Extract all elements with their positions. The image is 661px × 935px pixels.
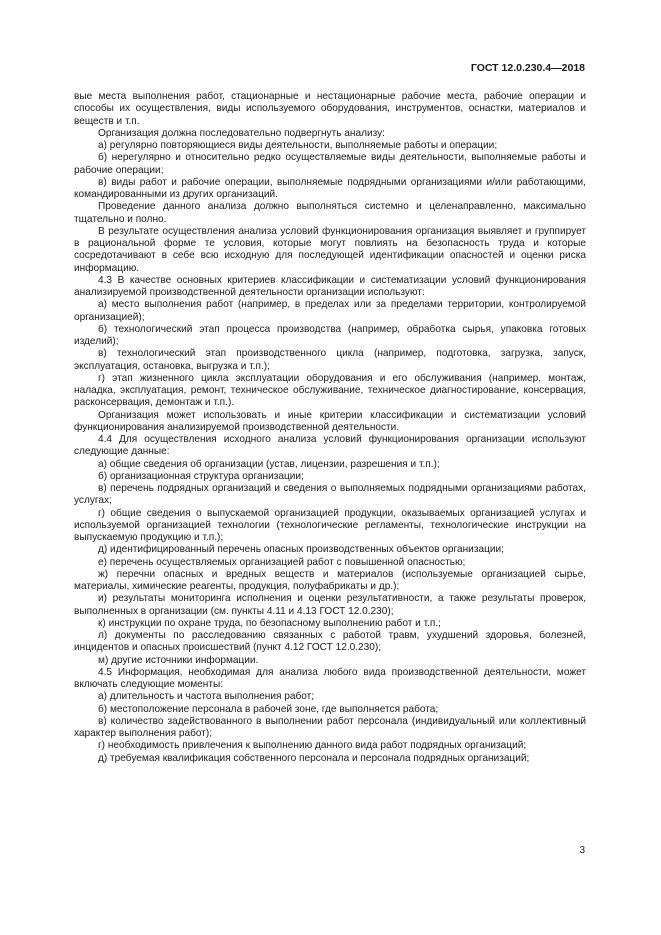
document-code-header: ГОСТ 12.0.230.4—2018: [470, 62, 585, 74]
paragraph: б) организационная структура организации;: [98, 470, 304, 482]
paragraph: б) технологический этап процесса производства (например, обработка сырья, упаковка готовых изделий);: [74, 323, 586, 347]
paragraph: 4.4 Для осуществления исходного анализа условий функционирования организации используют следующие данные:: [74, 434, 586, 458]
paragraph: и) результаты мониторинга исполнения и оценки результативности, а также результаты проверок, выполненных в организации (см. пункты 4.11 и 4.13 ГОСТ 12.0.230);: [74, 593, 586, 617]
paragraph: м) другие источники информации.: [98, 654, 259, 666]
paragraph: г) общие сведения о выпускаемой организацией продукции, оказываемых организацией услугах и используемой организацией технологии (технологические регламенты, технологические инструкции на выпускаемую продукцию и т.п.);: [74, 507, 586, 543]
paragraph: в) перечень подрядных организаций и сведения о выполняемых подрядными организациями работах, услугах;: [74, 483, 586, 507]
paragraph: г) необходимость привлечения к выполнению данного вида работ подрядных организаций;: [98, 740, 527, 752]
paragraph: В результате осуществления анализа условий функционирования организация выявляет и группирует в рациональной форме те условия, которые могут повлиять на безопасность труда и которые сосредотачивают в себе всю исходную для последующей идентификации опасностей и оценки риска информацию.: [74, 225, 586, 274]
paragraph: 4.5 Информация, необходимая для анализа любого вида производственной деятельности, может включать следующие моменты:: [74, 666, 586, 690]
paragraph: Организация должна последовательно подвергнуть анализу:: [98, 127, 385, 139]
paragraph: к) инструкции по охране труда, по безопасному выполнению работ и т.п.;: [98, 617, 441, 629]
paragraph: в) количество задействованного в выполнении работ персонала (индивидуальный или коллективный характер выполнения работ);: [74, 715, 586, 739]
paragraph: ж) перечни опасных и вредных веществ и материалов (используемые организацией сырье, материалы, химические реагенты, продукция, полуфабрикаты и др.);: [74, 568, 586, 592]
paragraph: Проведение данного анализа должно выполняться системно и целенаправленно, максимально тщательно и полно.: [74, 201, 586, 225]
document-body: [74, 91, 586, 765]
paragraph: а) длительность и частота выполнения работ;: [98, 691, 315, 703]
page-number: 3: [579, 845, 585, 856]
paragraph: а) регулярно повторяющиеся виды деятельности, выполняемые работы и операции;: [98, 140, 498, 151]
paragraph: л) документы по расследованию связанных с работой травм, ухудшений здоровья, болезней, инцидентов и опасных происшествий (пункт 4.12 ГОСТ 12.0.230);: [74, 630, 586, 654]
paragraph: а) общие сведения об организации (устав, лицензии, разрешения и т.п.);: [98, 458, 440, 470]
paragraph: д) идентифицированный перечень опасных производственных объектов организации;: [98, 544, 504, 556]
paragraph: в) технологический этап производственного цикла (например, подготовка, загрузка, запуск, эксплуатация, остановка, выгрузка и т.п.);: [74, 348, 586, 372]
paragraph: вые места выполнения работ, стационарные и нестационарные рабочие места, рабочие операции и способы их осуществления, виды используемого оборудования, инструментов, оснастки, материалов и веществ и т.п.: [74, 91, 586, 127]
paragraph: б) местоположение персонала в рабочей зоне, где выполняется работа;: [98, 703, 439, 715]
paragraph: Организация может использовать и иные критерии классификации и систематизации условий функционирования анализируемой производственной деятельности.: [74, 409, 586, 433]
paragraph: д) требуемая квалификация собственного персонала и персонала подрядных организаций;: [98, 752, 530, 764]
paragraph: е) перечень осуществляемых организацией работ с повышенной опасностью;: [98, 556, 466, 568]
paragraph: а) место выполнения работ (например, в пределах или за пределами территории, контролируемой организацией);: [74, 299, 586, 323]
paragraph: б) нерегулярно и относительно редко осуществляемые виды деятельности, выполняемые работы и рабочие операции;: [74, 152, 586, 176]
paragraph: г) этап жизненного цикла эксплуатации оборудования и его обслуживания (например, монтаж, наладка, эксплуатация, ремонт, техническое обслуживание, техническое диагностирование, консервация, расконсервация, демонтаж и т.п.).: [74, 372, 586, 409]
paragraph: в) виды работ и рабочие операции, выполняемые подрядными организациями и/или работающими, командированными из других организаций.: [74, 176, 586, 200]
paragraph: 4.3 В качестве основных критериев классификации и систематизации условий функционирования анализируемой производственной деятельности организации используют:: [74, 274, 586, 298]
